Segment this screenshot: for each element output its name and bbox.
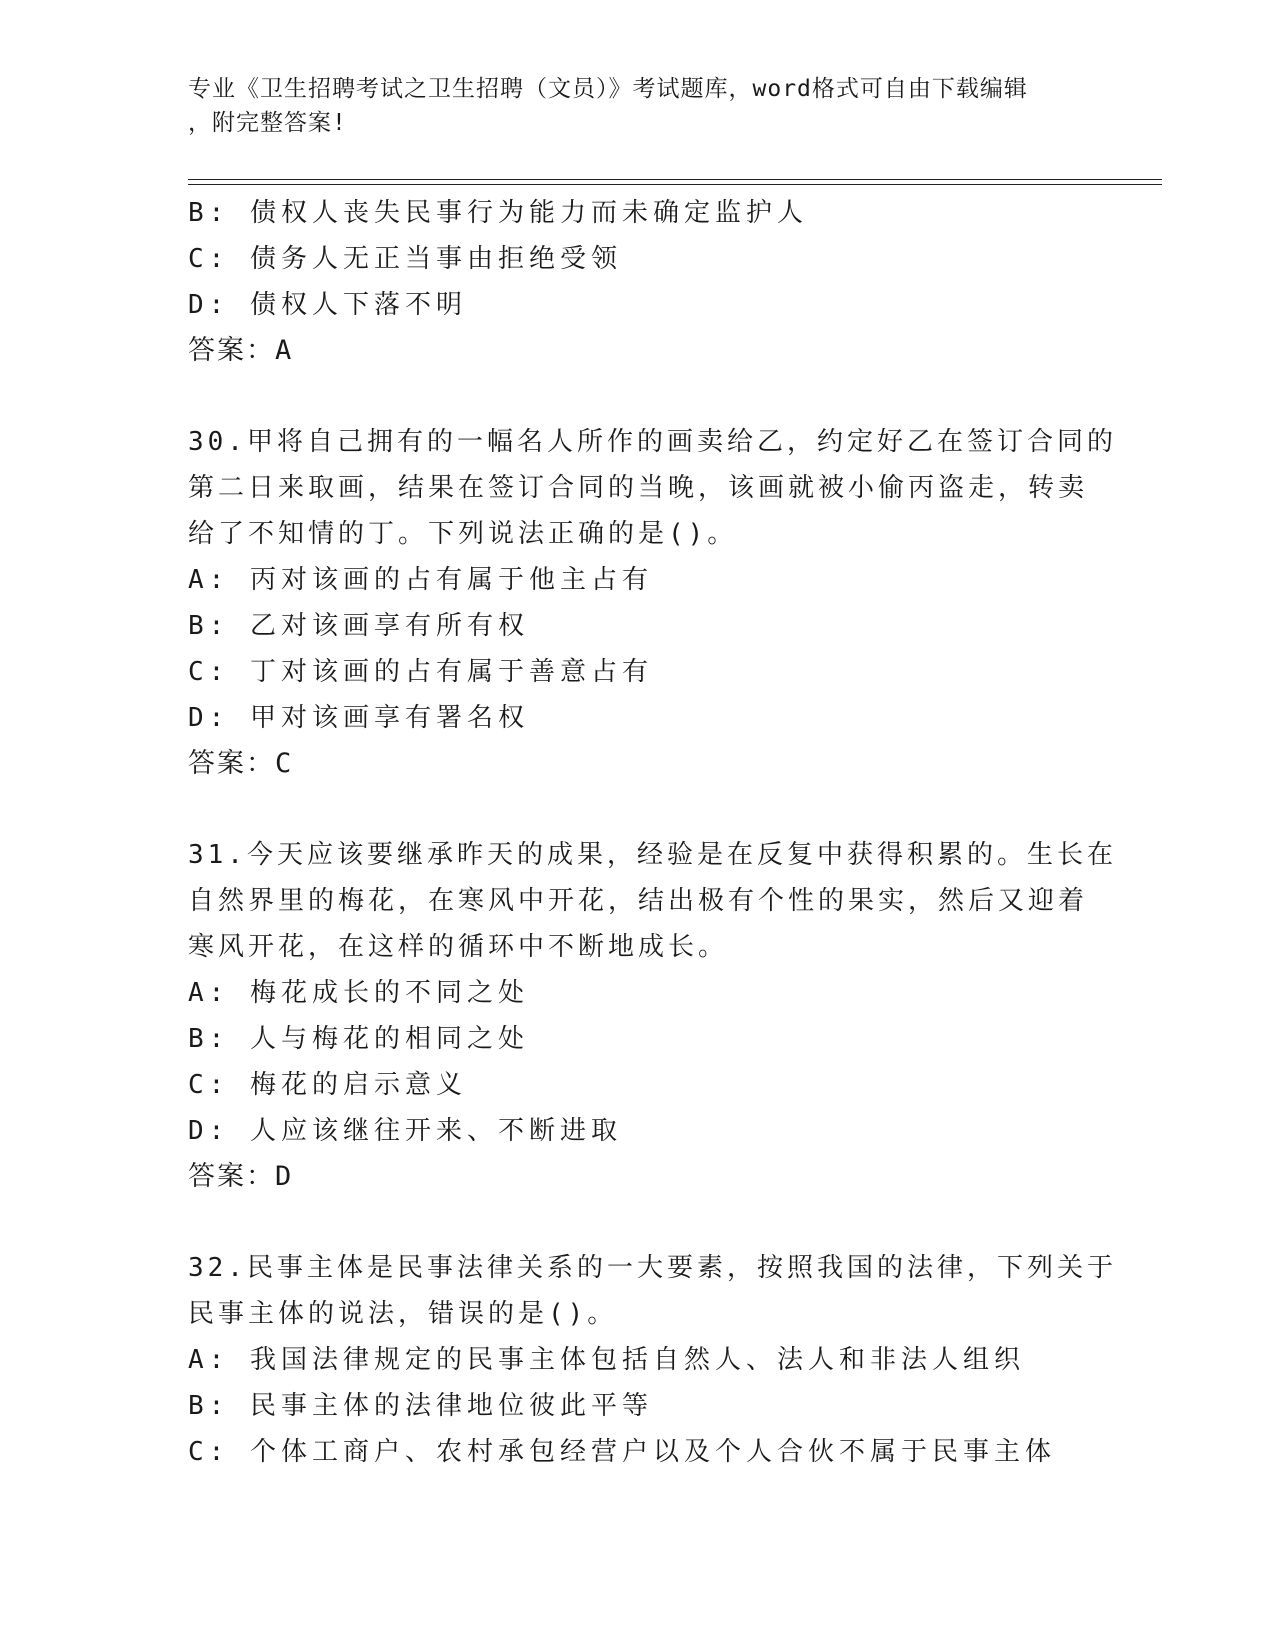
- question-text: [188, 832, 1117, 970]
- option-b: B: 债权人丧失民事行为能力而未确定监护人: [188, 198, 808, 228]
- answer-label: 答案：: [188, 748, 275, 779]
- question-line: 30.甲将自己拥有的一幅名人所作的画卖给乙，约定好乙在签订合同的: [188, 427, 1117, 457]
- question-list: [188, 190, 1117, 1475]
- question-29-continued: [188, 190, 1088, 374]
- option-d: D: 债权人下落不明: [188, 290, 467, 320]
- option-b: B: 民事主体的法律地位彼此平等: [188, 1391, 653, 1421]
- question-30: [188, 419, 1117, 787]
- header-line-1: 专业《卫生招聘考试之卫生招聘（文员）》考试题库，word格式可自由下载编辑: [188, 76, 1028, 102]
- question-text: [188, 1245, 1117, 1337]
- option-d: D: 人应该继往开来、不断进取: [188, 1116, 622, 1146]
- question-text: [188, 419, 1117, 557]
- answer: [188, 741, 1088, 787]
- question-line: 31.今天应该要继承昨天的成果，经验是在反复中获得积累的。生长在: [188, 840, 1117, 870]
- header-line-2: ，附完整答案!: [188, 110, 347, 136]
- option-a: A: 丙对该画的占有属于他主占有: [188, 565, 653, 595]
- header-divider-bottom: [188, 184, 1162, 185]
- option-a: A: 梅花成长的不同之处: [188, 978, 529, 1008]
- question-32: [188, 1245, 1117, 1475]
- option-a: A: 我国法律规定的民事主体包括自然人、法人和非法人组织: [188, 1345, 1025, 1375]
- question-line: 寒风开花，在这样的循环中不断地成长。: [188, 932, 729, 962]
- question-line: 32.民事主体是民事法律关系的一大要素，按照我国的法律，下列关于: [188, 1253, 1117, 1283]
- question-line: 给了不知情的丁。下列说法正确的是()。: [188, 519, 738, 549]
- question-line: 第二日来取画，结果在签订合同的当晚，该画就被小偷丙盗走，转卖: [188, 473, 1089, 503]
- answer: [188, 1154, 1088, 1200]
- question-31: [188, 832, 1117, 1200]
- option-d: D: 甲对该画享有署名权: [188, 703, 529, 733]
- answer-value: A: [275, 335, 294, 366]
- option-b: B: 乙对该画享有所有权: [188, 611, 529, 641]
- answer-label: 答案：: [188, 335, 275, 366]
- answer-label: 答案：: [188, 1161, 275, 1192]
- answer: [188, 328, 1088, 374]
- question-line: 自然界里的梅花，在寒风中开花，结出极有个性的果实，然后又迎着: [188, 886, 1089, 916]
- option-c: C: 丁对该画的占有属于善意占有: [188, 657, 653, 687]
- document-header: [188, 72, 1068, 140]
- question-line: 民事主体的说法，错误的是()。: [188, 1299, 618, 1329]
- option-c: C: 梅花的启示意义: [188, 1070, 467, 1100]
- option-c: C: 债务人无正当事由拒绝受领: [188, 244, 622, 274]
- option-b: B: 人与梅花的相同之处: [188, 1024, 529, 1054]
- option-c: C: 个体工商户、农村承包经营户以及个人合伙不属于民事主体: [188, 1437, 1056, 1467]
- header-divider-top: [188, 179, 1162, 180]
- answer-value: D: [275, 1161, 294, 1192]
- answer-value: C: [275, 748, 294, 779]
